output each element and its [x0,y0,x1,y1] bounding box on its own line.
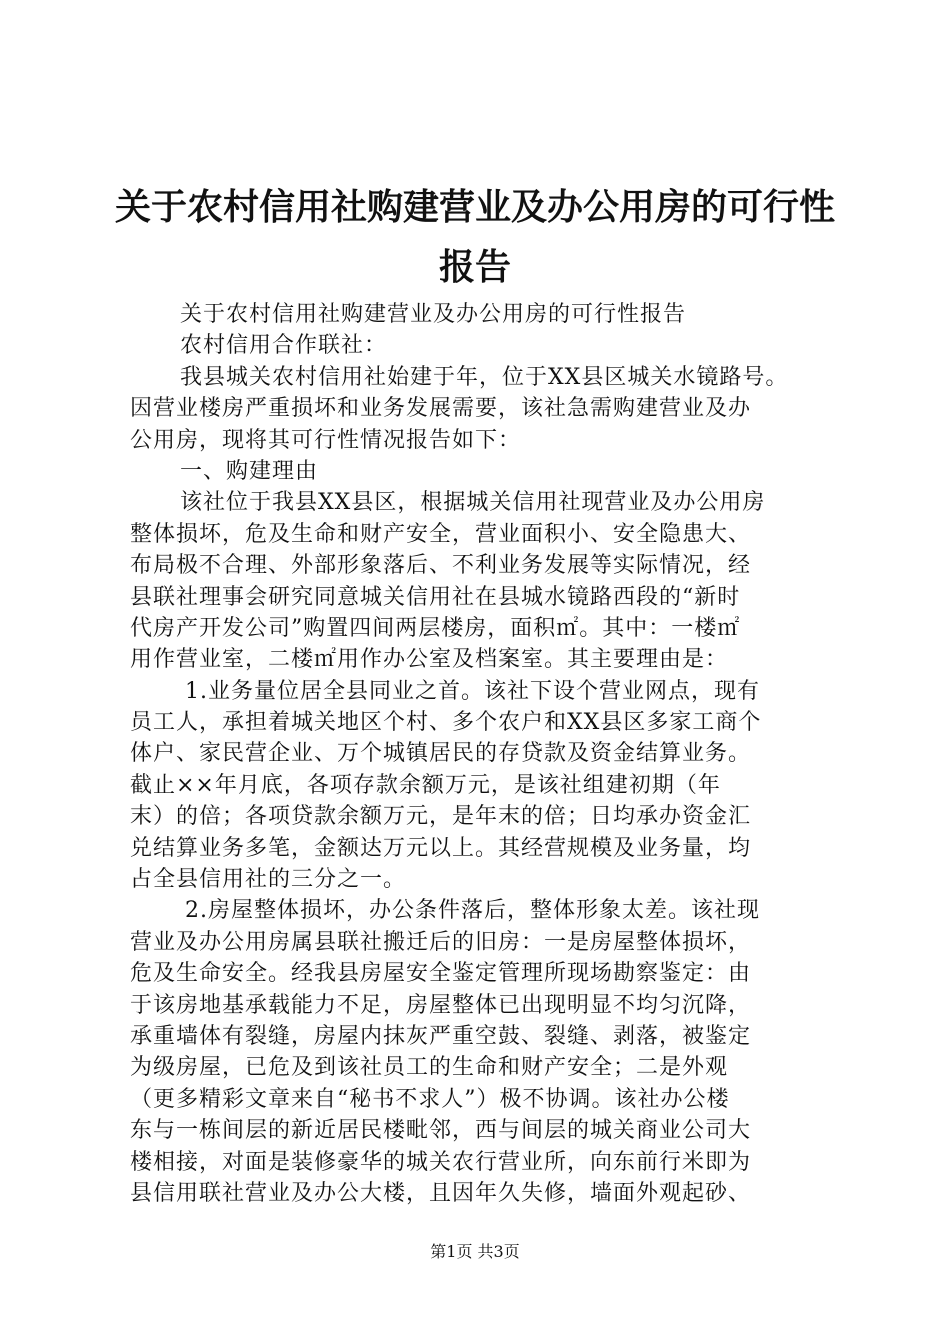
paragraph-line: 县联社理事会研究同意城关信用社在县城水镜路西段的“新时 [130,584,741,610]
paragraph-line: （更多精彩文章来自“秘书不求人”）极不协调。该社办公楼 [130,1086,730,1112]
paragraph-line: 末）的倍；各项贷款余额万元，是年末的倍；日均承办资金汇 [130,804,752,830]
numbered-point-1: 1.业务量位居全县同业之首。该社下设个营业网点，现有 [185,678,760,704]
paragraph-line: 兑结算业务多笔，金额达万元以上。其经营规模及业务量，均 [130,835,752,861]
paragraph-line: 用作营业室，二楼㎡用作办公室及档案室。其主要理由是： [130,647,729,673]
paragraph-line: 楼相接，对面是装修豪华的城关农行营业所，向东前行米即为 [130,1149,752,1175]
paragraph-line: 因营业楼房严重损坏和业务发展需要，该社急需购建营业及办 [130,396,752,422]
paragraph-line: 截止××年月底，各项存款余额万元，是该社组建初期（年 [130,772,721,798]
paragraph-line: 危及生命安全。经我县房屋安全鉴定管理所现场勘察鉴定：由 [130,961,752,987]
numbered-point-2: 2.房屋整体损坏，办公条件落后，整体形象太差。该社现 [185,898,760,924]
paragraph-line: 布局极不合理、外部形象落后、不利业务发展等实际情况，经 [130,553,752,579]
paragraph-line: 该社位于我县XX县区，根据城关信用社现营业及办公用房 [180,490,766,516]
subtitle-line: 关于农村信用社购建营业及办公用房的可行性报告 [180,302,687,327]
paragraph-line: 为级房屋，已危及到该社员工的生命和财产安全；二是外观 [130,1055,729,1081]
section-heading: 一、购建理由 [180,458,319,484]
paragraph-line: 整体损坏，危及生命和财产安全，营业面积小、安全隐患大、 [130,521,752,547]
paragraph-line: 占全县信用社的三分之一。 [130,867,407,893]
paragraph-line: 承重墙体有裂缝，房屋内抹灰严重空鼓、裂缝、剥落，被鉴定 [130,1023,752,1049]
paragraph-line: 于该房地基承载能力不足，房屋整体已出现明显不均匀沉降， [130,992,752,1018]
document-title-line-2: 报告 [438,247,511,288]
paragraph-line: 县信用联社营业及办公大楼，且因年久失修，墙面外观起砂、 [130,1180,752,1206]
paragraph-line: 代房产开发公司”购置四间两层楼房，面积㎡。其中：一楼㎡ [130,615,741,641]
document-title-line-1: 关于农村信用社购建营业及办公用房的可行性 [114,187,835,228]
paragraph-line: 公用房，现将其可行性情况报告如下： [130,427,522,453]
document-body [130,299,830,1209]
addressee-line: 农村信用合作联社： [180,333,388,359]
paragraph-line: 我县城关农村信用社始建于年，位于XX县区城关水镜路号。 [180,364,789,390]
paragraph-line: 东与一栋间层的新近居民楼毗邻，西与间层的城关商业公司大 [130,1118,752,1144]
paragraph-line: 体户、家民营企业、万个城镇居民的存贷款及资金结算业务。 [130,741,752,767]
page-number-footer: 第1页 共3页 [430,1242,520,1261]
paragraph-line: 员工人，承担着城关地区个村、多个农户和XX县区多家工商个 [130,710,762,736]
paragraph-line: 营业及办公用房属县联社搬迁后的旧房：一是房屋整体损坏， [130,929,752,955]
